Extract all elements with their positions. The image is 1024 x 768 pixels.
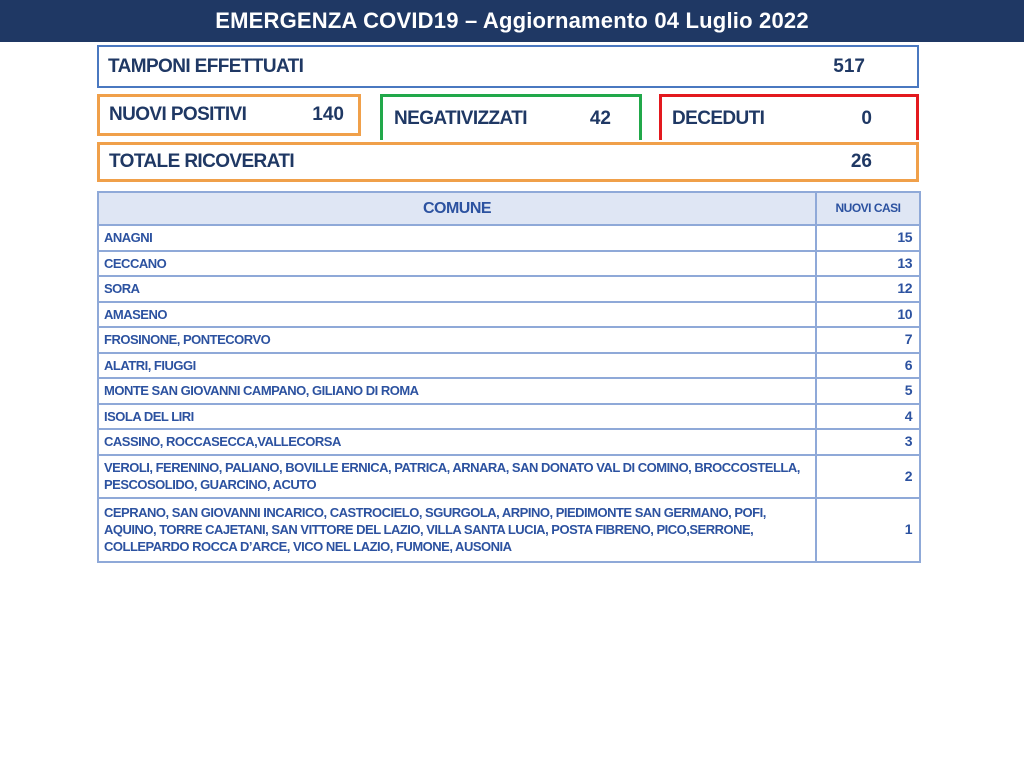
nuovi-casi-cell: 13 <box>816 251 920 277</box>
table-row <box>98 498 920 562</box>
stat-box-nuovi-positivi <box>97 94 361 136</box>
nuovi-casi-cell: 2 <box>816 455 920 498</box>
comune-cell: MONTE SAN GIOVANNI CAMPANO, GILIANO DI ROMA <box>98 378 816 404</box>
nuovi-casi-cell: 12 <box>816 276 920 302</box>
nuovi-casi-cell: 15 <box>816 225 920 251</box>
nuovi-casi-cell: 5 <box>816 378 920 404</box>
comune-cell: ISOLA DEL LIRI <box>98 404 816 430</box>
comune-cell: SORA <box>98 276 816 302</box>
negativizzati-value: 42 <box>589 107 611 129</box>
table-row <box>98 455 920 498</box>
deceduti-value: 0 <box>861 107 872 129</box>
tamponi-value: 517 <box>833 55 865 77</box>
table-row <box>98 276 920 302</box>
comune-cell: ANAGNI <box>98 225 816 251</box>
comune-cell: VEROLI, FERENINO, PALIANO, BOVILLE ERNICA, PATRICA, ARNARA, SAN DONATO VAL DI COMINO, BROCCOSTELLA, PESCOSOLIDO, GUARCINO, ACUTO <box>98 455 816 498</box>
table-row <box>98 327 920 353</box>
table-row <box>98 225 920 251</box>
comune-cell: CECCANO <box>98 251 816 277</box>
table-header-row <box>98 192 920 225</box>
ricoverati-value: 26 <box>850 151 872 172</box>
nuovi-casi-cell: 10 <box>816 302 920 328</box>
nuovi-casi-cell: 4 <box>816 404 920 430</box>
page-title: EMERGENZA COVID19 – Aggiornamento 04 Luglio 2022 <box>0 0 1024 42</box>
table-row <box>98 302 920 328</box>
nuovi-casi-cell: 7 <box>816 327 920 353</box>
table-row <box>98 404 920 430</box>
comune-cell: CASSINO, ROCCASECCA,VALLECORSA <box>98 429 816 455</box>
stat-box-deceduti <box>659 94 919 140</box>
comune-cell: AMASENO <box>98 302 816 328</box>
tamponi-label: TAMPONI EFFETTUATI <box>108 55 304 77</box>
positivi-label: NUOVI POSITIVI <box>109 104 247 125</box>
ricoverati-label: TOTALE RICOVERATI <box>109 151 295 172</box>
comune-cell: ALATRI, FIUGGI <box>98 353 816 379</box>
stat-box-totale-ricoverati <box>97 142 919 182</box>
cases-by-comune-table <box>97 191 921 563</box>
stat-box-negativizzati <box>380 94 642 140</box>
column-header-comune: COMUNE <box>98 192 816 225</box>
table-row <box>98 378 920 404</box>
stat-box-tamponi <box>97 45 919 88</box>
nuovi-casi-cell: 3 <box>816 429 920 455</box>
nuovi-casi-cell: 1 <box>816 498 920 562</box>
table-row <box>98 251 920 277</box>
comune-cell: FROSINONE, PONTECORVO <box>98 327 816 353</box>
column-header-nuovi-casi: NUOVI CASI <box>816 192 920 225</box>
table-row <box>98 429 920 455</box>
negativizzati-label: NEGATIVIZZATI <box>394 107 527 129</box>
positivi-value: 140 <box>312 104 344 125</box>
comune-cell: CEPRANO, SAN GIOVANNI INCARICO, CASTROCIELO, SGURGOLA, ARPINO, PIEDIMONTE SAN GERMANO, POFI, AQUINO, TORRE CAJETANI, SAN VITTORE DEL LAZIO, VILLA SANTA LUCIA, POSTA FIBRENO, PICO,SERRONE, COLLEPARDO ROCCA D’ARCE, VICO NEL LAZIO, FUMONE, AUSONIA <box>98 498 816 562</box>
deceduti-label: DECEDUTI <box>672 107 765 129</box>
table-row <box>98 353 920 379</box>
nuovi-casi-cell: 6 <box>816 353 920 379</box>
